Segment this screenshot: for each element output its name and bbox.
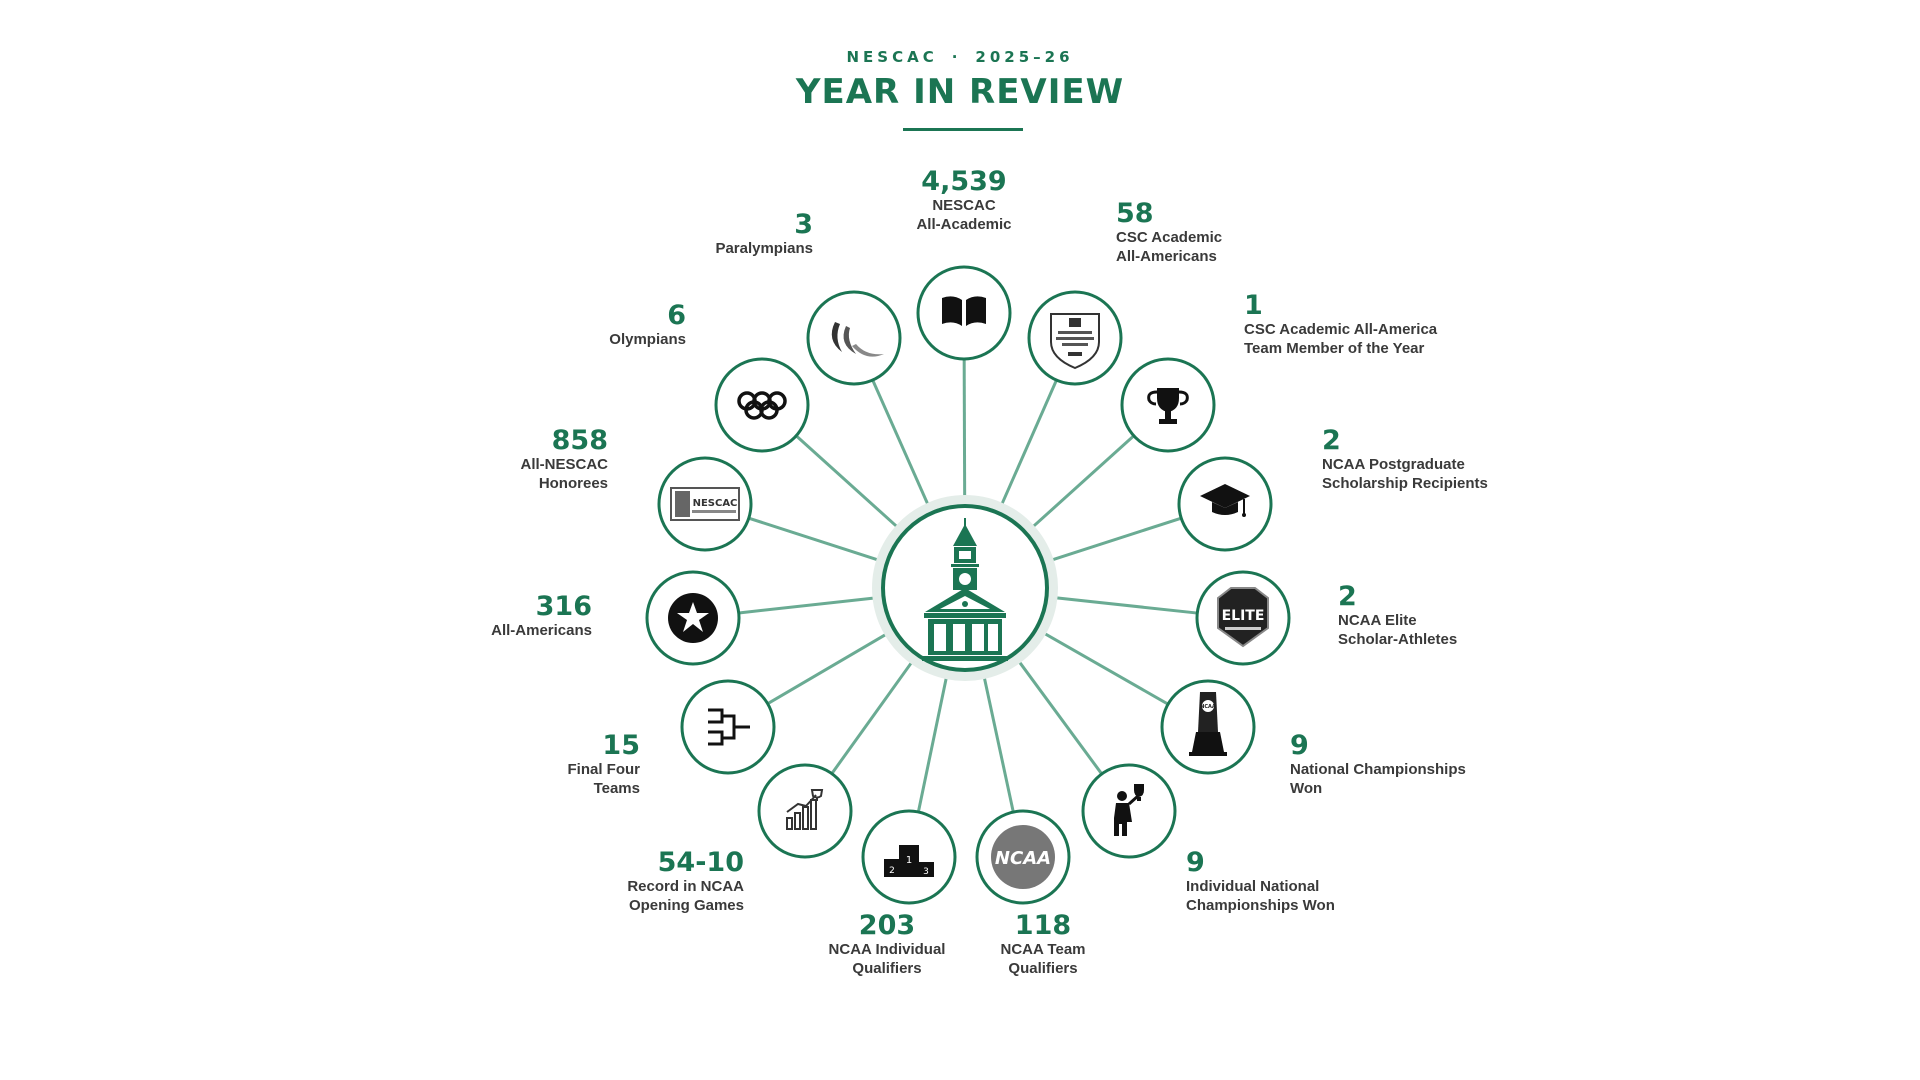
node-csc-member-of-year <box>1122 359 1214 451</box>
stat-value: 4,539 <box>921 166 1007 197</box>
podium-second: 2 <box>889 866 895 876</box>
node-final-four <box>682 681 774 773</box>
node-all-americans <box>647 572 739 664</box>
nescac-logo-icon <box>671 488 739 520</box>
stat-label: National Championships Won <box>1290 761 1466 798</box>
spoke-line <box>1052 518 1182 560</box>
stat-final-four <box>568 732 641 798</box>
stat-label: NESCAC All-Academic <box>916 197 1012 234</box>
spoke-line <box>832 662 912 774</box>
stat-label: Final Four Teams <box>567 761 640 798</box>
stat-value: 58 <box>1116 198 1154 229</box>
spoke-line <box>1019 661 1102 774</box>
spoke-line <box>749 518 879 560</box>
stat-label: All-NESCAC Honorees <box>520 456 608 493</box>
stat-label: NCAA Team Qualifiers <box>1000 941 1086 978</box>
node-individual-qualifiers <box>863 811 955 903</box>
stat-all-academic <box>916 168 1011 234</box>
node-ring <box>682 681 774 773</box>
node-olympians <box>716 359 808 451</box>
spoke-line <box>739 598 875 613</box>
stat-all-nescac <box>520 427 608 493</box>
spoke-line <box>1033 436 1134 527</box>
spoke-line <box>984 677 1013 812</box>
node-all-nescac <box>659 458 751 550</box>
spoke-line <box>1002 380 1057 505</box>
stat-value: 9 <box>1290 730 1309 761</box>
stat-paralympians <box>715 211 813 258</box>
stat-team-qualifiers <box>1000 912 1085 978</box>
node-postgraduate <box>1179 458 1271 550</box>
node-ring <box>808 292 900 384</box>
spoke-line <box>873 380 928 505</box>
stat-all-americans <box>491 593 592 640</box>
star-circle-icon <box>668 593 718 643</box>
stat-value: 6 <box>667 300 686 331</box>
node-team-qualifiers <box>977 811 1069 903</box>
ncaa-logo-text: NCAA <box>994 848 1052 869</box>
stat-label: NCAA Individual Qualifiers <box>828 941 946 978</box>
stat-value: 118 <box>1014 910 1072 941</box>
ncaa-trophy-text: NCAA <box>1200 704 1216 710</box>
node-national-championships <box>1162 681 1254 773</box>
node-ring <box>759 765 851 857</box>
stat-opening-games <box>627 849 744 915</box>
stat-olympians <box>609 302 686 349</box>
stat-elite <box>1338 583 1457 649</box>
stat-value: 3 <box>794 209 813 240</box>
stat-value: 858 <box>551 425 608 456</box>
stat-value: 9 <box>1186 847 1205 878</box>
podium-third: 3 <box>923 867 929 877</box>
stat-csc-member-of-year <box>1244 292 1437 358</box>
stat-value: 54-10 <box>657 847 744 878</box>
stat-national-championships <box>1290 732 1466 798</box>
stat-individual-qualifiers <box>829 912 946 978</box>
org-name: NESCAC <box>846 48 938 66</box>
spoke-line <box>768 634 887 704</box>
ncaa-logo-icon <box>991 825 1055 889</box>
stat-csc-academic <box>1116 200 1222 266</box>
node-csc-academic <box>1029 292 1121 384</box>
spoke-line <box>796 436 897 527</box>
stat-label: CSC Academic All-Americans <box>1116 229 1223 266</box>
stat-value: 2 <box>1322 425 1341 456</box>
node-individual-championships <box>1083 765 1175 857</box>
stat-label: Paralympians <box>715 240 813 258</box>
stat-value: 1 <box>1244 290 1263 321</box>
node-ring <box>918 267 1010 359</box>
stat-label: Individual National Championships Won <box>1186 878 1335 915</box>
stat-label: NCAA Elite Scholar-Athletes <box>1338 612 1458 649</box>
node-opening-games <box>759 765 851 857</box>
stat-value: 2 <box>1338 581 1357 612</box>
elite-badge-text: ELITE <box>1221 608 1265 624</box>
stat-label: Record in NCAA Opening Games <box>627 878 744 915</box>
node-paralympians <box>808 292 900 384</box>
stat-postgraduate <box>1322 427 1488 493</box>
stat-label: NCAA Postgraduate Scholarship Recipients <box>1322 456 1488 493</box>
spoke-line <box>1055 598 1197 613</box>
spoke-line <box>964 359 965 497</box>
node-elite <box>1197 572 1289 664</box>
stat-label: All-Americans <box>491 622 592 640</box>
stat-individual-championships <box>1186 849 1335 915</box>
spoke-line <box>1044 633 1168 704</box>
stat-value: 203 <box>858 910 916 941</box>
stat-label: Olympians <box>609 331 686 349</box>
stat-label: CSC Academic All-America Team Member of the Year <box>1244 321 1438 358</box>
season-label: 2025–26 <box>975 48 1074 66</box>
stat-value: 15 <box>602 730 640 761</box>
page-title: YEAR IN REVIEW <box>795 72 1125 112</box>
podium-first: 1 <box>905 855 913 866</box>
stat-value: 316 <box>535 591 592 622</box>
center-hub <box>872 495 1058 681</box>
separator-dot: · <box>951 48 962 66</box>
nescac-logo-text: NESCAC <box>692 498 738 509</box>
node-all-academic <box>918 267 1010 359</box>
spoke-line <box>918 677 946 812</box>
